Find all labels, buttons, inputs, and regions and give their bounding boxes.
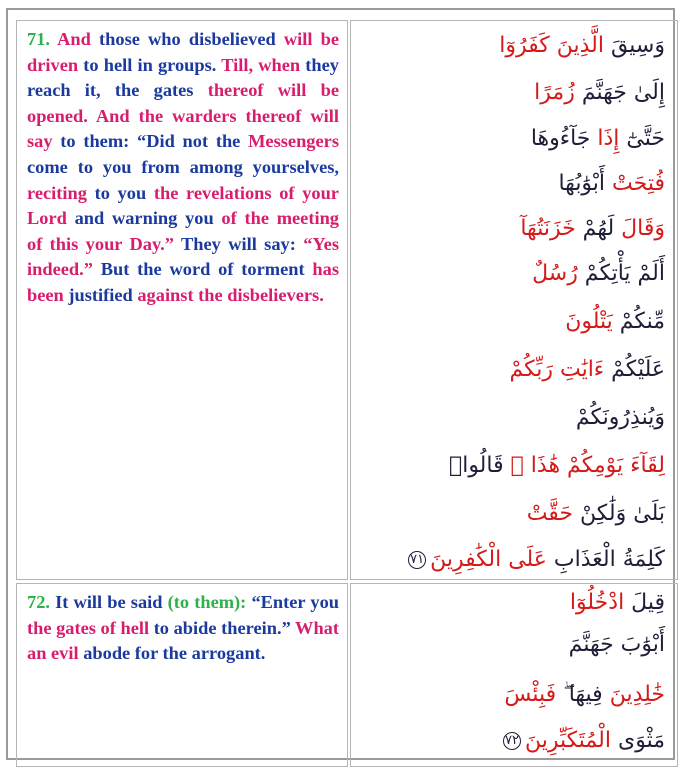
arabic-run: عَلَيْكُمْ (604, 357, 665, 382)
verse-71-english (27, 27, 339, 309)
english-run: 71. (27, 29, 50, 49)
arabic-run: فِيهَا ۖ (556, 682, 603, 707)
arabic-line (509, 355, 665, 385)
english-run: reciting (27, 182, 95, 203)
ayah-number-marker: ٧١ (408, 551, 426, 569)
arabic-run: إِلَىٰ جَهَنَّمَ (574, 80, 665, 105)
arabic-run: مِّنكُمْ (612, 309, 665, 334)
verse-72-english (27, 590, 339, 667)
arabic-run: لِقَآءَ يَوْمِكُمْ هَٰذَا (510, 453, 665, 478)
english-run: What an evil (27, 617, 339, 664)
arabic-line (570, 588, 665, 618)
english-run: thereof will be opened. And the warders thereof will say (27, 80, 339, 152)
page-frame (6, 8, 675, 760)
arabic-run: ءَايَٰتِ رَبِّكُمْ (509, 357, 605, 382)
arabic-run: كَلِمَةُ الْعَذَابِ (546, 547, 665, 572)
english-run: justified (68, 284, 138, 305)
english-run: But the word of torment (100, 259, 313, 280)
english-run: the revelations of your Lord (27, 182, 339, 229)
arabic-cell-71 (350, 20, 678, 580)
english-run: “Enter you (251, 592, 339, 612)
english-run: against the disbelievers. (137, 284, 324, 305)
english-run: to hell in groups. (83, 54, 222, 75)
arabic-run: أَلَمْ يَأْتِكُمْ (577, 261, 665, 286)
arabic-line (532, 259, 665, 289)
arabic-run: فَبِئْسَ (504, 682, 557, 707)
arabic-line (576, 403, 665, 433)
arabic-line (527, 499, 665, 529)
arabic-run: أَبْوَٰبُهَا (558, 171, 606, 196)
arabic-run: زُمَرًا (534, 80, 575, 105)
english-run: of the meeting of this your Day.” (27, 208, 339, 254)
arabic-line (534, 78, 665, 108)
english-run: the gates of hell (27, 617, 154, 638)
arabic-run: الْمُتَكَبِّرِينَ (525, 728, 611, 753)
arabic-run: وَقَالَ (614, 216, 665, 241)
english-run: they reach it, the gates (27, 54, 339, 101)
arabic-run: إِذَا (590, 126, 620, 151)
arabic-line (558, 169, 665, 199)
arabic-run: يَتْلُونَ (565, 309, 613, 334)
arabic-run: جَآءُوهَا (530, 126, 591, 151)
arabic-cell-72 (350, 583, 678, 767)
english-run: Messengers (248, 131, 339, 152)
arabic-run: فُتِحَتْ (605, 171, 665, 196)
english-run: to you (94, 182, 154, 203)
arabic-run: وَيُنذِرُونَكُمْ (575, 405, 665, 430)
arabic-line (569, 630, 665, 660)
arabic-run: عَلَى الْكَٰفِرِينَ (430, 547, 547, 572)
english-run: come to you from among yourselves, (27, 156, 339, 177)
arabic-line (503, 726, 665, 756)
english-run: to abide therein.” (153, 617, 296, 638)
english-run: those who disbelieved (99, 29, 284, 49)
english-run: It will be said (50, 592, 168, 612)
arabic-run: حَقَّتْ (526, 501, 574, 526)
arabic-run: أَبْوَٰبَ جَهَنَّمَ (568, 632, 665, 657)
arabic-run: ادْخُلُوٓا (569, 590, 625, 615)
arabic-run: قِيلَ (624, 590, 665, 615)
arabic-run: خَٰلِدِينَ (602, 682, 665, 707)
english-run: “Yes indeed.” (27, 233, 339, 280)
arabic-run: وَسِيقَ (603, 33, 665, 58)
english-cell-71 (16, 20, 348, 580)
arabic-line (565, 307, 665, 337)
arabic-line (408, 545, 665, 575)
english-run: 72. (27, 592, 50, 612)
english-run: Till, when (221, 54, 306, 75)
english-run: (to them): (167, 592, 252, 612)
english-run: They will say: (180, 233, 304, 254)
arabic-line (499, 31, 665, 61)
arabic-run: ۚ قَالُوا۟ (449, 453, 511, 478)
arabic-run: بَلَىٰ وَلَٰكِنْ (573, 501, 665, 526)
arabic-line (531, 124, 665, 154)
arabic-run: الَّذِينَ كَفَرُوٓا (499, 33, 604, 58)
arabic-run: خَزَنَتُهَآ (520, 216, 576, 241)
arabic-run: لَهُمْ (575, 216, 615, 241)
english-cell-72 (16, 583, 348, 767)
english-run: to them: “Did not the (60, 131, 249, 152)
english-run: And (50, 29, 100, 49)
arabic-run: مَثْوَى (610, 728, 665, 753)
english-run: abode for the arrogant. (83, 643, 266, 664)
ayah-number-marker: ٧٢ (503, 732, 521, 750)
arabic-line (504, 680, 665, 710)
arabic-run: رُسُلٌ (532, 261, 578, 286)
english-run: and warning you (74, 208, 222, 229)
arabic-line (449, 451, 665, 481)
english-run: has been (27, 259, 340, 305)
arabic-run: حَتَّىٰٓ (619, 126, 665, 151)
english-run: will be driven (27, 29, 339, 75)
arabic-line (520, 214, 665, 244)
